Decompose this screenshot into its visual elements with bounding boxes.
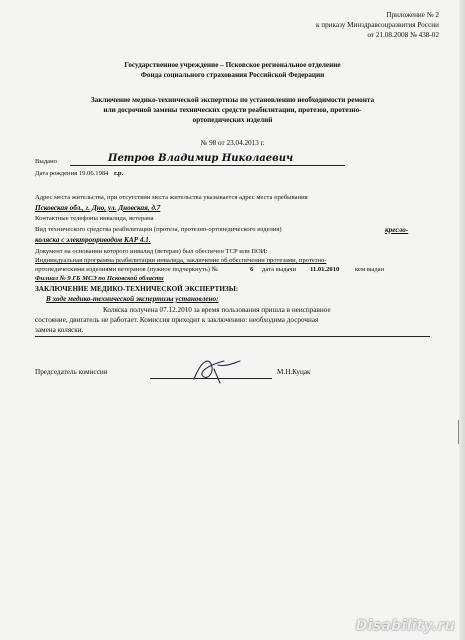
device-value-part-1: кресло- — [385, 226, 409, 234]
site-watermark: Disability.ru — [355, 618, 455, 634]
basis-document-label: Документ на основании которого инвалид (ветеран) был обеспечен ТСР или ПОИ: — [35, 248, 268, 255]
handwritten-signature — [190, 355, 242, 385]
issued-label: Выдано — [35, 158, 57, 165]
conclusion-text-line-3: замена коляски. — [35, 326, 84, 334]
conclusion-bottom-rule — [35, 336, 430, 337]
name-underline — [70, 165, 345, 166]
scan-mark — [458, 420, 459, 444]
chairman-name: М.Н.Куцак — [277, 368, 311, 376]
birth-year-suffix: г.р. — [114, 170, 124, 177]
document-title-line-2: или досрочной замены технических средств реабилитации, протезов, протезно- — [103, 106, 362, 114]
basis-document-number: 6 — [250, 266, 254, 273]
chairman-label: Председатель комиссии — [35, 368, 108, 376]
issuer-value: Филиал № 9 ГБ МСЭ по Псковской области — [35, 275, 164, 282]
conclusion-subheading: В ходе медико-технической экспертизы установлено: — [46, 295, 219, 303]
order-reference: к приказу Минздравсоцразвития России — [315, 21, 439, 29]
conclusion-text-line-2: состояние, двигатель не работает. Комиссия приходит к заключению: необходима досрочная — [35, 316, 319, 324]
issue-date-label: дата выдачи — [262, 266, 297, 273]
address-label: Адрес места жительства, при отсутствии места жительства указывается адрес места пребывания — [35, 194, 308, 201]
device-value-part-2: коляска с электроприводом КАР 4.1. — [35, 236, 151, 244]
document-title-line-3: ортопедических изделий — [192, 116, 273, 124]
conclusion-text-line-1: Коляска получена 07.12.2010 за время пользования пришла в неисправное — [103, 306, 331, 314]
issuer-label: кем выдан — [355, 266, 385, 273]
address-value: Псковская обл., г. Дно, ул. Дновская, д.7 — [35, 204, 161, 212]
birth-date: Дата рождения 19.06.1984 — [35, 170, 109, 177]
phones-label: Контактные телефоны инвалида, ветерана — [35, 215, 154, 222]
document-title-line-1: Заключение медико-технической экспертизы по установлению необходимости ремонта — [90, 96, 375, 104]
order-date: от 21.08.2008 № 438-02 — [367, 31, 439, 39]
basis-document-line-2: Индивидуальная программа реабилитации инвалида, заключение об обеспечении протезами, протезно- — [35, 257, 327, 264]
document-number: № 98 от 23.04.2013 г. — [200, 139, 265, 147]
organization-line-2: Фонда социального страхования Российской Федерации — [140, 71, 325, 79]
patient-name: Петров Владимир Николаевич — [108, 153, 294, 164]
basis-document-line-3: ортопедическими изделиями ветеранов (нужное подчеркнуть) № — [35, 266, 218, 273]
issue-date: 11.01.2010 — [310, 266, 340, 273]
conclusion-heading: ЗАКЛЮЧЕНИЕ МЕДИКО-ТЕХНИЧЕСКОЙ ЭКСПЕРТИЗЫ: — [35, 285, 239, 293]
organization-line-1: Государственное учреждение – Псковское региональное отделение — [124, 61, 341, 69]
appendix-label: Приложение № 2 — [386, 11, 439, 19]
device-label: Вид технического средства реабилитации (протеза, протезно-ортопедического изделия) — [35, 226, 282, 233]
